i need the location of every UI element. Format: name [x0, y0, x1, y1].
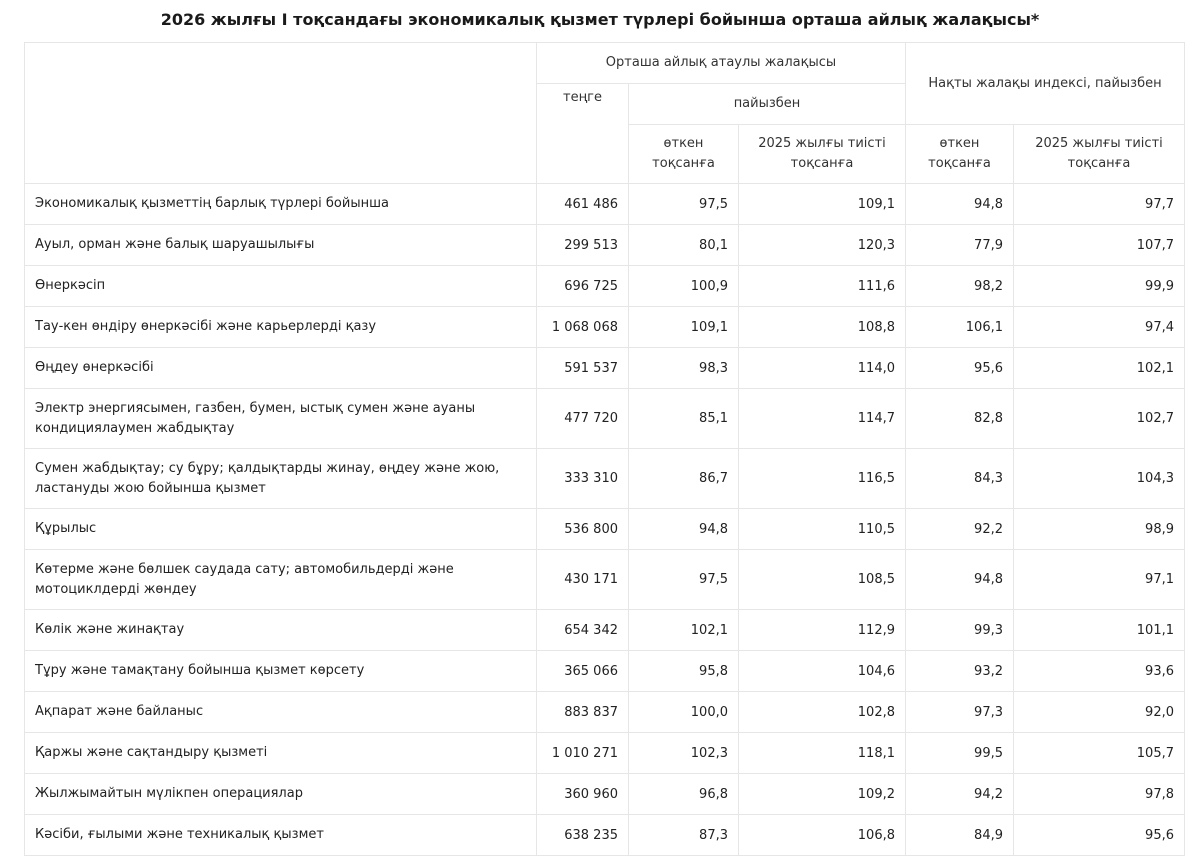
cell-real-prev: 94,8 — [906, 184, 1014, 225]
cell-nominal-yoy: 112,9 — [739, 610, 906, 651]
cell-tenge: 333 310 — [537, 449, 629, 509]
cell-tenge: 299 513 — [537, 225, 629, 266]
row-name: Кәсіби, ғылыми және техникалық қызмет — [25, 815, 537, 856]
cell-nominal-yoy: 102,8 — [739, 692, 906, 733]
cell-tenge: 360 960 — [537, 774, 629, 815]
cell-real-prev: 106,1 — [906, 307, 1014, 348]
cell-nominal-prev: 102,1 — [629, 610, 739, 651]
cell-real-prev: 97,3 — [906, 692, 1014, 733]
header-percent: пайызбен — [629, 84, 906, 125]
cell-real-yoy: 102,7 — [1014, 389, 1185, 449]
cell-tenge: 1 010 271 — [537, 733, 629, 774]
cell-tenge: 477 720 — [537, 389, 629, 449]
cell-nominal-prev: 96,8 — [629, 774, 739, 815]
cell-nominal-prev: 109,1 — [629, 307, 739, 348]
cell-nominal-prev: 97,5 — [629, 550, 739, 610]
row-name: Жылжымайтын мүлікпен операциялар — [25, 774, 537, 815]
cell-real-prev: 95,6 — [906, 348, 1014, 389]
row-name: Экономикалық қызметтің барлық түрлері бойынша — [25, 184, 537, 225]
cell-tenge: 365 066 — [537, 651, 629, 692]
cell-real-prev: 99,3 — [906, 610, 1014, 651]
page-title: 2026 жылғы I тоқсандағы экономикалық қызмет түрлері бойынша орташа айлық жалақысы* — [160, 10, 1040, 29]
cell-real-yoy: 99,9 — [1014, 266, 1185, 307]
row-name: Құрылыс — [25, 509, 537, 550]
cell-nominal-prev: 98,3 — [629, 348, 739, 389]
cell-real-yoy: 102,1 — [1014, 348, 1185, 389]
row-name: Көлік және жинақтау — [25, 610, 537, 651]
cell-nominal-prev: 100,9 — [629, 266, 739, 307]
row-name: Сумен жабдықтау; су бұру; қалдықтарды жинау, өңдеу және жою, ластануды жою бойынша қызмет — [25, 449, 537, 509]
cell-real-prev: 93,2 — [906, 651, 1014, 692]
cell-real-yoy: 92,0 — [1014, 692, 1185, 733]
cell-tenge: 536 800 — [537, 509, 629, 550]
cell-tenge: 430 171 — [537, 550, 629, 610]
table-row — [25, 815, 1185, 856]
cell-real-yoy: 105,7 — [1014, 733, 1185, 774]
row-name: Ауыл, орман және балық шаруашылығы — [25, 225, 537, 266]
table-row — [25, 184, 1185, 225]
table-row — [25, 348, 1185, 389]
cell-real-prev: 99,5 — [906, 733, 1014, 774]
cell-nominal-yoy: 108,5 — [739, 550, 906, 610]
cell-nominal-prev: 86,7 — [629, 449, 739, 509]
cell-nominal-yoy: 109,1 — [739, 184, 906, 225]
cell-nominal-yoy: 110,5 — [739, 509, 906, 550]
cell-nominal-prev: 87,3 — [629, 815, 739, 856]
cell-real-prev: 94,2 — [906, 774, 1014, 815]
cell-nominal-prev: 100,0 — [629, 692, 739, 733]
cell-tenge: 638 235 — [537, 815, 629, 856]
cell-nominal-prev: 97,5 — [629, 184, 739, 225]
cell-real-yoy: 98,9 — [1014, 509, 1185, 550]
table-row — [25, 266, 1185, 307]
row-name: Ақпарат және байланыс — [25, 692, 537, 733]
cell-nominal-yoy: 109,2 — [739, 774, 906, 815]
cell-tenge: 591 537 — [537, 348, 629, 389]
cell-real-yoy: 97,4 — [1014, 307, 1185, 348]
table-row — [25, 733, 1185, 774]
header-real-same-quarter-2025: 2025 жылғы тиісті тоқсанға — [1014, 125, 1185, 184]
cell-nominal-prev: 95,8 — [629, 651, 739, 692]
cell-tenge: 654 342 — [537, 610, 629, 651]
cell-nominal-yoy: 106,8 — [739, 815, 906, 856]
cell-nominal-yoy: 104,6 — [739, 651, 906, 692]
header-real-index-group: Нақты жалақы индексі, пайызбен — [906, 43, 1185, 125]
table-row — [25, 509, 1185, 550]
cell-tenge: 883 837 — [537, 692, 629, 733]
cell-nominal-yoy: 116,5 — [739, 449, 906, 509]
row-name: Тұру және тамақтану бойынша қызмет көрсету — [25, 651, 537, 692]
header-real-prev-quarter: өткен тоқсанға — [906, 125, 1014, 184]
cell-real-yoy: 101,1 — [1014, 610, 1185, 651]
row-name: Көтерме және бөлшек саудада сату; автомобильдерді және мотоциклдерді жөндеу — [25, 550, 537, 610]
cell-nominal-yoy: 114,7 — [739, 389, 906, 449]
cell-real-prev: 92,2 — [906, 509, 1014, 550]
cell-real-yoy: 95,6 — [1014, 815, 1185, 856]
cell-real-yoy: 107,7 — [1014, 225, 1185, 266]
cell-real-prev: 94,8 — [906, 550, 1014, 610]
row-name: Тау-кен өндіру өнеркәсібі және карьерлерді қазу — [25, 307, 537, 348]
table-row — [25, 550, 1185, 610]
table-row — [25, 449, 1185, 509]
cell-nominal-yoy: 111,6 — [739, 266, 906, 307]
table-row — [25, 774, 1185, 815]
cell-real-yoy: 93,6 — [1014, 651, 1185, 692]
table-row — [25, 610, 1185, 651]
cell-real-yoy: 97,1 — [1014, 550, 1185, 610]
wage-table — [24, 42, 1185, 856]
table-row — [25, 225, 1185, 266]
cell-nominal-prev: 80,1 — [629, 225, 739, 266]
cell-real-yoy: 97,7 — [1014, 184, 1185, 225]
cell-tenge: 696 725 — [537, 266, 629, 307]
header-blank — [25, 43, 537, 184]
row-name: Өңдеу өнеркәсібі — [25, 348, 537, 389]
table-row — [25, 692, 1185, 733]
cell-tenge: 1 068 068 — [537, 307, 629, 348]
cell-real-prev: 98,2 — [906, 266, 1014, 307]
cell-nominal-yoy: 118,1 — [739, 733, 906, 774]
table-row — [25, 307, 1185, 348]
cell-nominal-yoy: 114,0 — [739, 348, 906, 389]
row-name: Қаржы және сақтандыру қызметі — [25, 733, 537, 774]
header-tenge: теңге — [537, 84, 629, 184]
cell-nominal-yoy: 120,3 — [739, 225, 906, 266]
cell-real-prev: 77,9 — [906, 225, 1014, 266]
cell-real-yoy: 97,8 — [1014, 774, 1185, 815]
table-row — [25, 651, 1185, 692]
cell-real-yoy: 104,3 — [1014, 449, 1185, 509]
table-row — [25, 389, 1185, 449]
row-name: Электр энергиясымен, газбен, бумен, ыстық сумен және ауаны кондициялаумен жабдықтау — [25, 389, 537, 449]
cell-real-prev: 82,8 — [906, 389, 1014, 449]
cell-real-prev: 84,3 — [906, 449, 1014, 509]
header-nominal-group: Орташа айлық атаулы жалақысы — [537, 43, 906, 84]
cell-real-prev: 84,9 — [906, 815, 1014, 856]
cell-nominal-prev: 94,8 — [629, 509, 739, 550]
cell-nominal-prev: 102,3 — [629, 733, 739, 774]
cell-tenge: 461 486 — [537, 184, 629, 225]
header-same-quarter-2025: 2025 жылғы тиісті тоқсанға — [739, 125, 906, 184]
cell-nominal-prev: 85,1 — [629, 389, 739, 449]
row-name: Өнеркәсіп — [25, 266, 537, 307]
header-prev-quarter: өткен тоқсанға — [629, 125, 739, 184]
cell-nominal-yoy: 108,8 — [739, 307, 906, 348]
